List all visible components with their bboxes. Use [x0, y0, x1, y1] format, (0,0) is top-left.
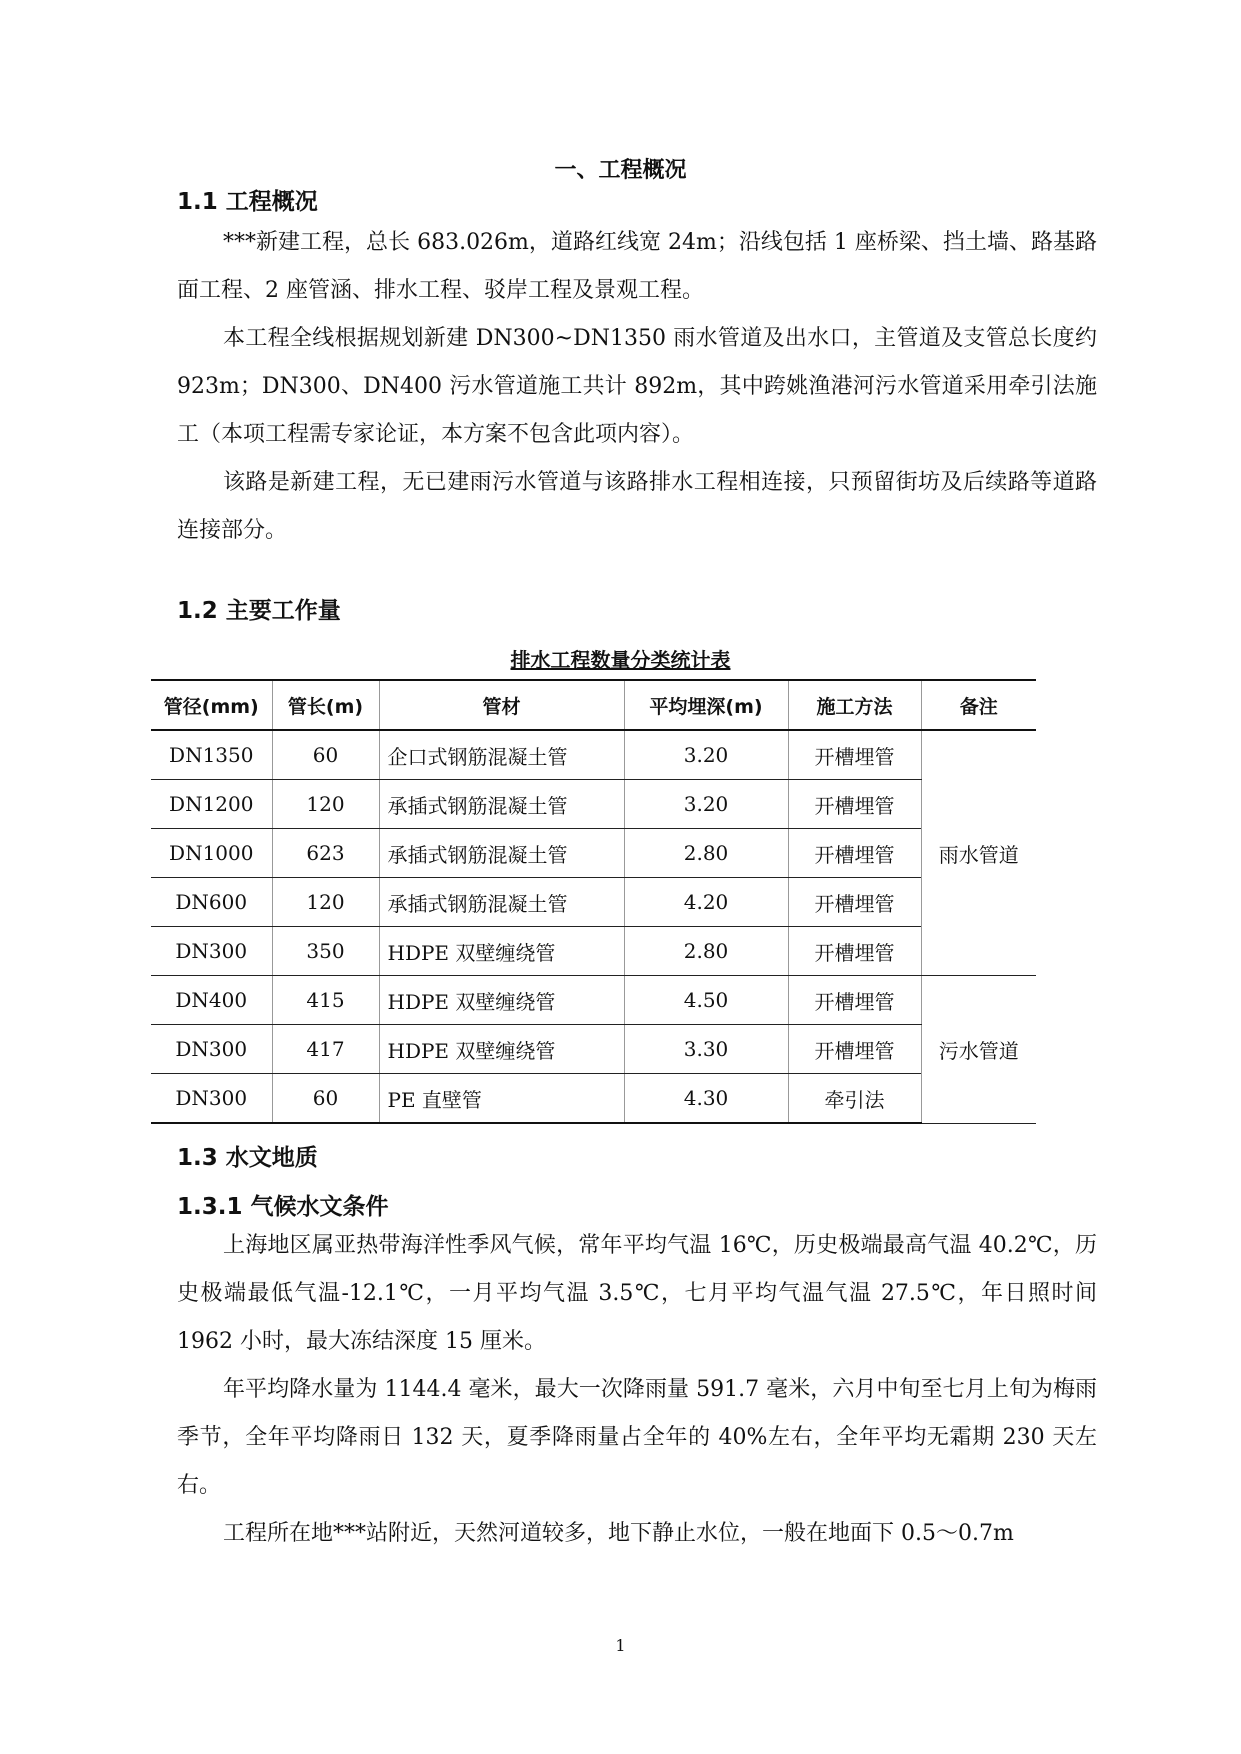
cell-depth: 4.50 [624, 976, 788, 1025]
page-number: 1 [615, 1636, 626, 1655]
section-heading-1-3-1: 1.3.1 气候水文条件 [177, 1194, 389, 1220]
header-depth: 平均埋深(m) [624, 680, 788, 730]
cell-depth: 2.80 [624, 829, 788, 878]
cell-method: 开槽埋管 [788, 878, 921, 927]
cell-method: 开槽埋管 [788, 780, 921, 829]
section-heading-1-3: 1.3 水文地质 [177, 1145, 318, 1171]
cell-material: HDPE 双壁缠绕管 [379, 927, 624, 976]
cell-length: 120 [272, 878, 379, 927]
cell-diameter: DN300 [151, 1025, 272, 1074]
cell-depth: 4.30 [624, 1074, 788, 1124]
cell-method: 开槽埋管 [788, 976, 921, 1025]
cell-depth: 3.20 [624, 730, 788, 780]
drainage-quantity-table [151, 679, 1036, 1124]
cell-method: 开槽埋管 [788, 730, 921, 780]
header-method: 施工方法 [788, 680, 921, 730]
header-length: 管长(m) [272, 680, 379, 730]
cell-material: 承插式钢筋混凝土管 [379, 829, 624, 878]
cell-method: 开槽埋管 [788, 1025, 921, 1074]
header-remark: 备注 [921, 680, 1036, 730]
table-row [151, 878, 1036, 927]
cell-material: PE 直壁管 [379, 1074, 624, 1124]
cell-diameter: DN1000 [151, 829, 272, 878]
cell-length: 417 [272, 1025, 379, 1074]
cell-length: 350 [272, 927, 379, 976]
cell-length: 415 [272, 976, 379, 1025]
cell-material: 承插式钢筋混凝土管 [379, 780, 624, 829]
table-row [151, 1025, 1036, 1074]
cell-material: 承插式钢筋混凝土管 [379, 878, 624, 927]
header-material: 管材 [379, 680, 624, 730]
header-diameter: 管径(mm) [151, 680, 272, 730]
cell-material: 企口式钢筋混凝土管 [379, 730, 624, 780]
cell-diameter: DN1350 [151, 730, 272, 780]
cell-method: 开槽埋管 [788, 927, 921, 976]
table-header-row [151, 680, 1036, 730]
cell-length: 60 [272, 1074, 379, 1124]
cell-length: 60 [272, 730, 379, 780]
paragraph-precipitation: 年平均降水量为 1144.4 毫米，最大一次降雨量 591.7 毫米，六月中旬至七月上旬为梅雨季节，全年平均降雨日 132 天，夏季降雨量占全年的 40%左右，全年平均无霜期 230 天左右。 [177, 1377, 1097, 1498]
cell-depth: 3.20 [624, 780, 788, 829]
paragraph-groundwater: 工程所在地***站附近，天然河道较多，地下静止水位，一般在地面下 0.5～0.7m [223, 1521, 1014, 1546]
cell-depth: 2.80 [624, 927, 788, 976]
table-row [151, 1074, 1036, 1124]
cell-material: HDPE 双壁缠绕管 [379, 976, 624, 1025]
chapter-title: 一、工程概况 [554, 158, 687, 183]
cell-material: HDPE 双壁缠绕管 [379, 1025, 624, 1074]
cell-depth: 3.30 [624, 1025, 788, 1074]
paragraph-connection: 该路是新建工程，无已建雨污水管道与该路排水工程相连接，只预留街坊及后续路等道路连接部分。 [177, 470, 1097, 543]
cell-diameter: DN300 [151, 1074, 272, 1124]
cell-diameter: DN600 [151, 878, 272, 927]
cell-length: 120 [272, 780, 379, 829]
table-row [151, 976, 1036, 1025]
cell-remark-sewage: 污水管道 [921, 976, 1036, 1124]
paragraph-drainage-scope: 本工程全线根据规划新建 DN300~DN1350 雨水管道及出水口，主管道及支管总长度约 923m；DN300、DN400 污水管道施工共计 892m，其中跨姚渔港河污水管道采用牵引法施工（本项工程需专家论证，本方案不包含此项内容）。 [177, 326, 1097, 447]
section-heading-1-1: 1.1 工程概况 [177, 189, 318, 215]
cell-remark-storm: 雨水管道 [921, 730, 1036, 976]
paragraph-project-overview: ***新建工程，总长 683.026m，道路红线宽 24m；沿线包括 1 座桥梁、挡土墙、路基路面工程、2 座管涵、排水工程、驳岸工程及景观工程。 [177, 230, 1097, 303]
cell-diameter: DN300 [151, 927, 272, 976]
cell-diameter: DN400 [151, 976, 272, 1025]
table-title: 排水工程数量分类统计表 [510, 648, 731, 672]
table-row [151, 780, 1036, 829]
cell-length: 623 [272, 829, 379, 878]
paragraph-climate: 上海地区属亚热带海洋性季风气候，常年平均气温 16℃，历史极端最高气温 40.2℃，历史极端最低气温-12.1℃，一月平均气温 3.5℃，七月平均气温气温 27.5℃，年日照时间 1962 小时，最大冻结深度 15 厘米。 [177, 1233, 1097, 1354]
cell-diameter: DN1200 [151, 780, 272, 829]
cell-method: 牵引法 [788, 1074, 921, 1124]
table-row [151, 927, 1036, 976]
cell-depth: 4.20 [624, 878, 788, 927]
cell-method: 开槽埋管 [788, 829, 921, 878]
table-row [151, 730, 1036, 780]
table-row [151, 829, 1036, 878]
section-heading-1-2: 1.2 主要工作量 [177, 598, 341, 624]
